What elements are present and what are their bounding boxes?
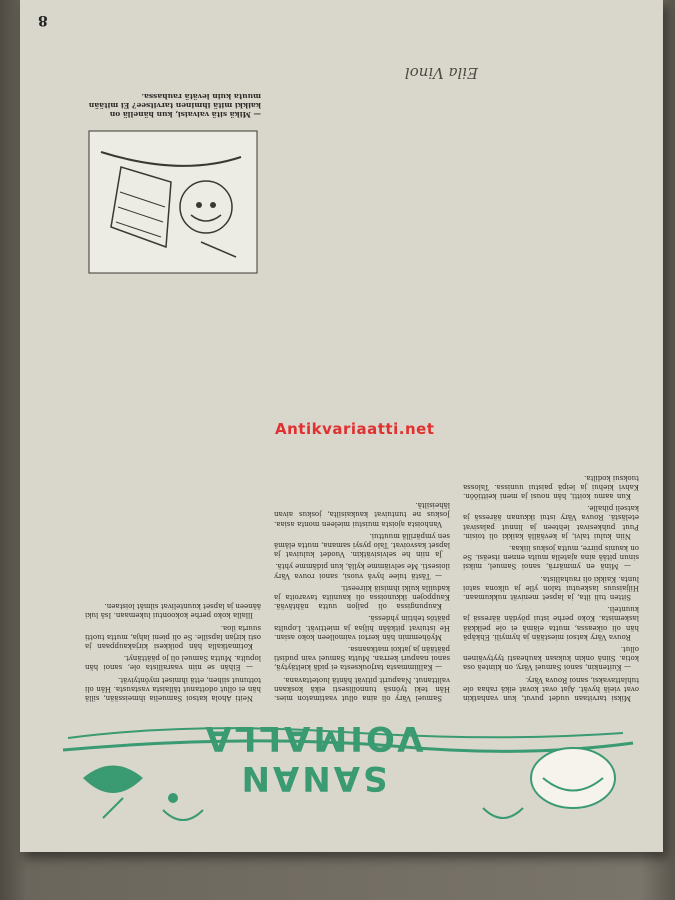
paragraph: Myöhemmin hän kertoi vaimolleen koko asian. He istuivat pitkään hiljaa ja miettivät. Lopulta päätös tehtiin yhdessä. bbox=[274, 614, 450, 641]
illustration-caption: — Mikä sitä vaivaisi, kun hänellä on kaikki mitä ihminen tarvitsee? Ei mitään muuta kuin levätä rauhassa. bbox=[88, 92, 261, 119]
paragraph: Niin kului talvi, ja keväällä kaikki oli toisin. Puut puhkesivat lehteen ja linnut palasivat etelästä. Rouva Väry istui ikkunan ääressä ja katseli pihalle. bbox=[463, 504, 639, 540]
paragraph: Ja niin he selvisivätkin. Vuodet kuluivat ja lapset kasvoivat. Talo pysyi samana, mutta elämä sen ympärillä muuttui. bbox=[274, 531, 450, 559]
magazine-page bbox=[20, 0, 663, 852]
article-column-1 bbox=[463, 62, 639, 702]
paragraph: — Minä en ymmärrä, sanoi Samuel, miksi sinun pitää aina ajatella muita ennen itseäsi. Se on kaunis piirre, mutta joskus liikaa. bbox=[463, 543, 639, 571]
article-column-2 bbox=[274, 62, 450, 702]
illustration-drawing bbox=[85, 127, 261, 277]
paragraph: — Kalliimmasta tarjouksesta ei pidä kieltäytyä, sanoi naapuri kerran. Mutta Samuel vain pudisti päätään ja jatkoi matkaansa. bbox=[274, 644, 450, 672]
paragraph: Kaupungissa oli paljon uutta nähtävää. Kauppojen ikkunoissa oli kauniita tavaroita ja kaduilla kulki ihmisiä kiireesti. bbox=[274, 583, 450, 611]
paragraph: Vanhoista ajoista muistui mieleen monta asiaa. Joskus ne tuntuivat kaukaisilta, joskus aivan läheisiltä. bbox=[274, 501, 450, 528]
masthead-title: SANAN VOIMALLA bbox=[202, 718, 424, 798]
paragraph: Illalla koko perhe kokoontui lukemaan. Isä luki ääneen ja lapset kuuntelivat silmät loistaen. bbox=[85, 602, 261, 620]
watermark: Antikvariaatti.net bbox=[275, 420, 435, 438]
paragraph: — Eihän se niin vaarallista ole, sanoi hän lopulta. Mutta Samuel oli jo päättänyt. bbox=[85, 654, 261, 672]
illustration bbox=[85, 77, 261, 277]
paragraph: Rouva Väry katsoi miestään ja hymyili. Ehkäpä hän oli oikeassa, mutta elämä ei ole pelkkää laskemista. Koko perhe istui pöydän ääressä ja kuunteli. bbox=[463, 605, 639, 641]
paragraph: Samuel Väry oli aina ollut vaatimaton mies. Hän teki työnsä tunnollisesti eikä koskaan valittanut. Naapurit pitivät häntä luotettavana. bbox=[274, 675, 450, 702]
paragraph: — Tästä tulee hyvä vuosi, sanoi rouva Väry iloisesti. Me selviämme kyllä, kun pidämme yhtä. bbox=[274, 562, 450, 580]
paragraph: — Kuitenkin, sanoi Samuel Väry, on kiinteä osa kotia. Siinä onkin kukaan kauheasti tyytyväinen ollut. bbox=[463, 644, 639, 672]
paragraph: Neiti Ahola katsoi Samuelia ihmeissään, sillä hän ei ollut odottanut tällaista vastausta. Hän oli tottunut siihen, että ihmiset myöntyivät. bbox=[85, 675, 261, 702]
paragraph: Sitten tuli ilta, ja lapset menivät nukkumaan. Hiljaisuus laskeutui talon ylle ja ulkona satoi lunta. Kaikki oli rauhallista. bbox=[463, 574, 639, 601]
paragraph: Miksi tarvitaan uudet puvut, kun vanhatkin ovat vielä hyvät. Ajat ovat kovat eikä rahaa ole tuhlattavaksi, sanoi Rouva Väry. bbox=[463, 675, 639, 702]
paragraph: Kotimatkalla hän poikkesi kirjakauppaan ja osti kirjan lapsille. Se oli pieni lahja, mutta tuotti suurta iloa. bbox=[85, 623, 261, 650]
masthead bbox=[53, 708, 643, 838]
page-number: 8 bbox=[38, 12, 48, 28]
paragraph: Kun aamu koitti, hän nousi ja meni keittiöön. Kahvi kiehui ja leipä paistui uunissa. Talossa tuoksui kodilta. bbox=[463, 473, 639, 500]
author-signature: Eila Vinol bbox=[404, 64, 478, 82]
